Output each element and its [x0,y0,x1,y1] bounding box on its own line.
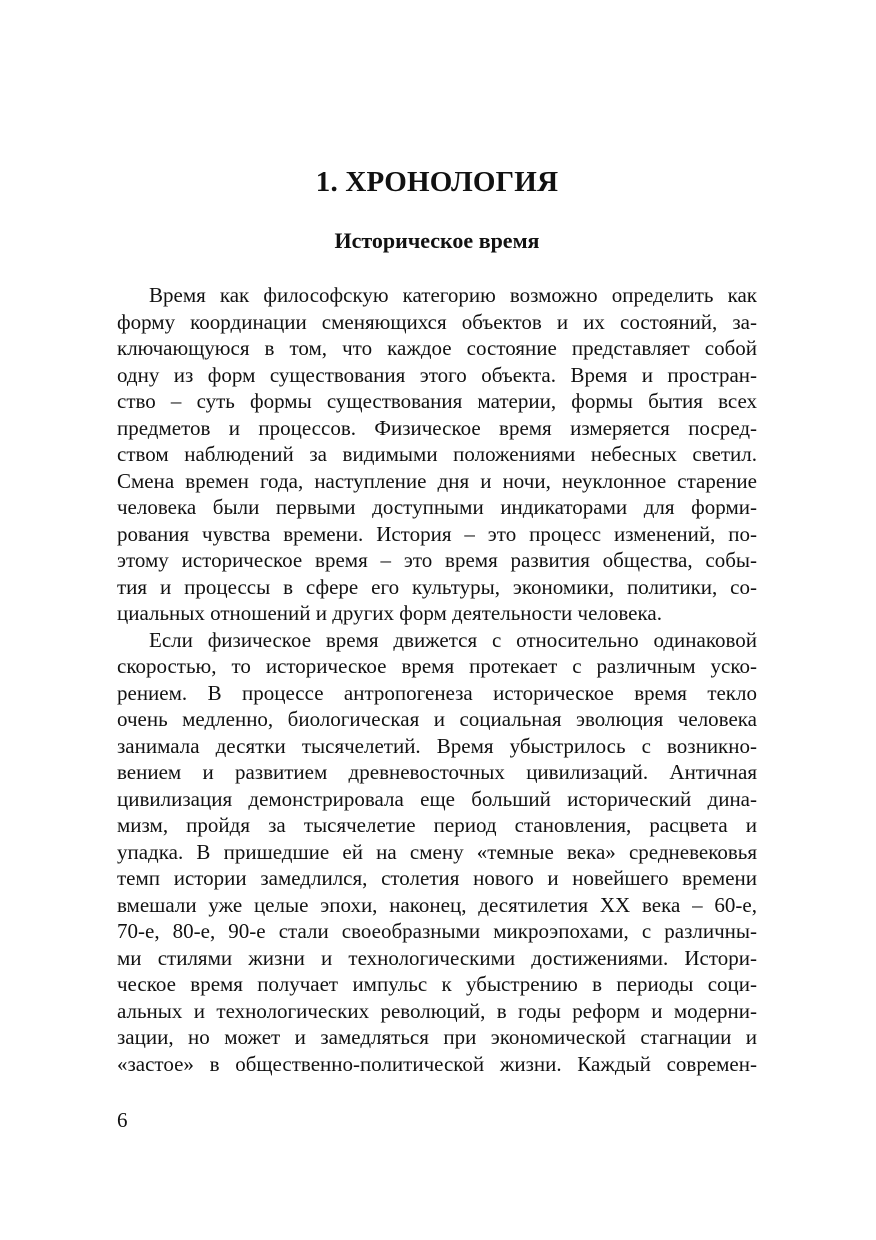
paragraph-2-line: Если физическое время движется с относительно одинаковой [149,627,757,652]
paragraph-2-line: 70-е, 80-е, 90-е стали своеобразными микроэпохами, с различны- [117,919,757,943]
paragraph-2-line: ческое время получает импульс к убыстрению в периоды соци- [117,972,757,996]
paragraph-1-line: форму координации сменяющихся объектов и их состояний, за- [117,309,757,334]
paragraph-1-line: циальных отношений и других форм деятельности человека. [117,601,662,625]
paragraph-1-line: человека были первыми доступными индикаторами для форми- [117,495,757,519]
chapter-title: 1. ХРОНОЛОГИЯ [315,166,559,198]
paragraph-2-line: скоростью, то историческое время протекает с различным уско- [117,654,757,678]
paragraph-1-line: этому историческое время – это время развития общества, собы- [117,548,757,572]
paragraph-2-line: рением. В процессе антропогенеза историческое время текло [117,680,757,705]
paragraph-1-line: одну из форм существования этого объекта. Время и простран- [117,362,757,387]
paragraph-2-line: вмешали уже целые эпохи, наконец, десятилетия XX века – 60-е, [117,892,757,917]
paragraph-1-line: ством наблюдений за видимыми положениями небесных светил. [117,442,757,466]
paragraph-2-line: вением и развитием древневосточных цивилизаций. Античная [117,760,757,784]
paragraph-1-line: рования чувства времени. История – это процесс изменений, по- [117,521,757,546]
paragraph-2-line: темп истории замедлился, столетия нового и новейшего времени [117,866,757,890]
paragraph-2-line: «застое» в общественно-политической жизни. Каждый современ- [117,1051,757,1076]
paragraph-1-line: ключающуюся в том, что каждое состояние представляет собой [117,336,757,360]
paragraph-2-line: альных и технологических революций, в годы реформ и модерни- [117,998,757,1023]
page-number: 6 [117,1108,128,1132]
paragraph-1-line: предметов и процессов. Физическое время измеряется посред- [117,415,757,440]
paragraph-2-line: упадка. В пришедшие ей на смену «темные века» средневековья [117,839,757,864]
paragraph-2-line: цивилизация демонстрировала еще больший исторический дина- [117,786,757,811]
paragraph-2-line: зации, но может и замедляться при экономической стагнации и [117,1025,757,1049]
paragraph-1-line: ство – суть формы существования материи, формы бытия всех [117,389,757,413]
paragraph-1-line: Время как философскую категорию возможно определить как [149,283,757,307]
section-title: Историческое время [334,228,540,253]
paragraph-2-line: мизм, пройдя за тысячелетие период становления, расцвета и [117,813,757,837]
paragraph-2-line: ми стилями жизни и технологическими достижениями. Истори- [117,945,757,970]
paragraph-2-line: очень медленно, биологическая и социальная эволюция человека [117,707,757,731]
paragraph-1-line: тия и процессы в сфере его культуры, экономики, политики, со- [117,574,757,599]
paragraph-1-line: Смена времен года, наступление дня и ночи, неуклонное старение [117,468,757,493]
paragraph-2-line: занимала десятки тысячелетий. Время убыстрилось с возникно- [117,733,757,758]
body-text [117,282,757,1077]
